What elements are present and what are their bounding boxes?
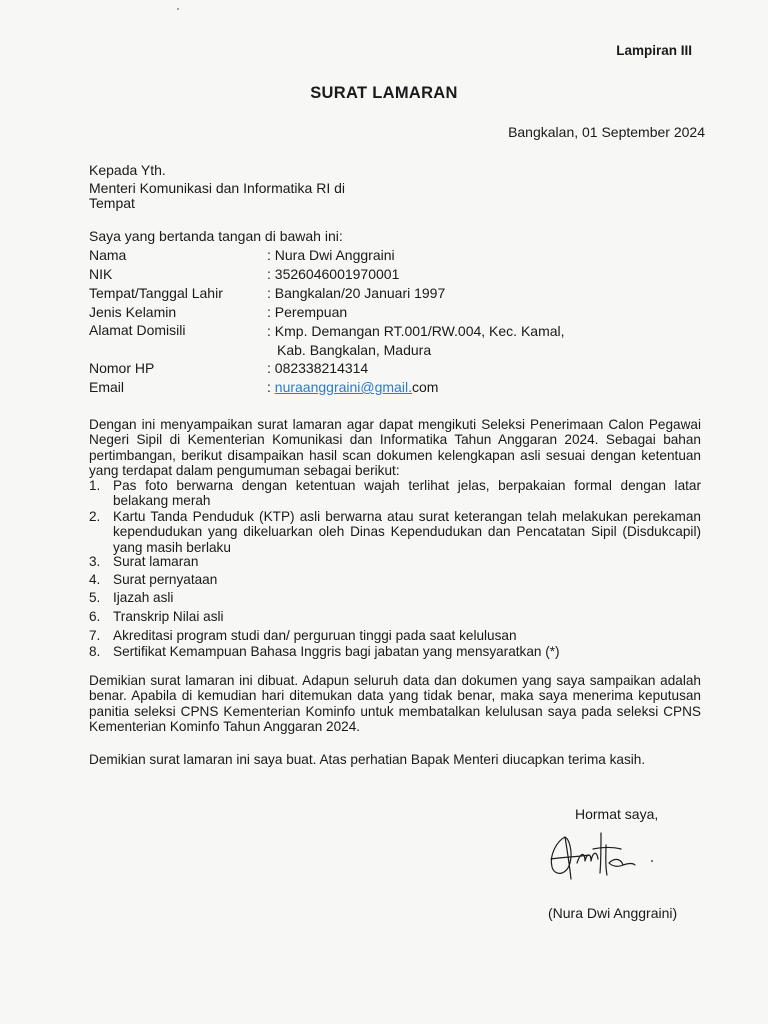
list-text: Ijazah asli <box>113 590 174 605</box>
list-number: 3. <box>89 554 101 569</box>
list-number: 5. <box>89 590 101 605</box>
paragraph-declaration: Demikian surat lamaran ini dibuat. Adapun seluruh data dan dokumen yang saya sampaikan adalah benar. Apabila di kemudian hari ditemukan data yang tidak benar, maka saya menerima keputusan panitia seleksi CPNS Kementerian Kominfo untuk membatalkan kelulusan saya pada seleksi CPNS Kementerian Kominfo Tahun Anggaran 2024. <box>89 673 701 735</box>
field-label-jk: Jenis Kelamin <box>89 304 177 320</box>
email-suffix: com <box>411 379 439 395</box>
field-value-nik: : 3526046001970001 <box>267 266 400 282</box>
list-text: Pas foto berwarna dengan ketentuan wajah terlihat jelas, berpakaian formal dengan latar belakang merah <box>113 478 701 509</box>
field-label-nama: Nama <box>89 247 127 263</box>
attachment-label: Lampiran III <box>616 43 692 58</box>
field-label-alamat: Alamat Domisili <box>89 322 186 338</box>
scan-speck <box>177 8 179 10</box>
handwritten-signature <box>543 827 663 887</box>
list-text: Surat lamaran <box>113 554 199 569</box>
list-number: 4. <box>89 572 101 587</box>
list-number: 6. <box>89 609 101 624</box>
list-text: Surat pernyataan <box>113 572 218 587</box>
email-prefix: : <box>267 379 275 395</box>
list-number: 2. <box>89 509 101 524</box>
field-value-nama: : Nura Dwi Anggraini <box>267 247 395 263</box>
date-place: Bangkalan, 01 September 2024 <box>508 124 705 140</box>
intro-text: Saya yang bertanda tangan di bawah ini: <box>89 228 343 244</box>
closing-salutation: Hormat saya, <box>575 806 659 822</box>
field-label-ttl: Tempat/Tanggal Lahir <box>89 285 223 301</box>
list-text: Sertifikat Kemampuan Bahasa Inggris bagi jabatan yang mensyaratkan (*) <box>113 644 560 659</box>
field-value-ttl: : Bangkalan/20 Januari 1997 <box>267 285 446 301</box>
recipient-name: Menteri Komunikasi dan Informatika RI di <box>89 180 345 196</box>
field-value-hp: : 082338214314 <box>267 360 369 376</box>
field-value-jk: : Perempuan <box>267 304 348 320</box>
paragraph-closing: Demikian surat lamaran ini saya buat. Atas perhatian Bapak Menteri diucapkan terima kasih. <box>89 752 646 767</box>
list-text: Transkrip Nilai asli <box>113 609 224 624</box>
list-text: Akreditasi program studi dan/ perguruan tinggi pada saat kelulusan <box>113 628 517 643</box>
list-number: 1. <box>89 478 101 493</box>
field-label-email: Email <box>89 379 125 395</box>
field-value-email <box>267 379 438 395</box>
letter-title: SURAT LAMARAN <box>310 84 458 102</box>
field-value-alamat: : Kmp. Demangan RT.001/RW.004, Kec. Kamal, <box>267 323 565 339</box>
list-number: 8. <box>89 644 101 659</box>
signer-name: (Nura Dwi Anggraini) <box>548 905 678 921</box>
field-value-alamat-line2: Kab. Bangkalan, Madura <box>277 342 432 358</box>
list-text: Kartu Tanda Penduduk (KTP) asli berwarna atau surat keterangan telah melakukan perekaman kependudukan yang dikeluarkan oleh Dinas Kependudukan dan Pencatatan Sipil (Disdukcapil) yang masih berlaku <box>113 509 701 555</box>
email-link[interactable]: nuraanggraini@gmail. <box>274 379 412 395</box>
paragraph-intro: Dengan ini menyampaikan surat lamaran agar dapat mengikuti Seleksi Penerimaan Calon Pegawai Negeri Sipil di Kementerian Komunikasi dan Informatika Tahun Anggaran 2024. Sebagai bahan pertimbangan, berikut disampaikan hasil scan dokumen kelengkapan asli sesuai dengan ketentuan yang terdapat dalam pengumuman sebagai berikut: <box>89 417 701 479</box>
list-number: 7. <box>89 628 101 643</box>
recipient-place: Tempat <box>89 195 135 211</box>
field-label-nik: NIK <box>89 266 113 282</box>
field-label-hp: Nomor HP <box>89 360 155 376</box>
recipient-greeting: Kepada Yth. <box>89 162 166 178</box>
